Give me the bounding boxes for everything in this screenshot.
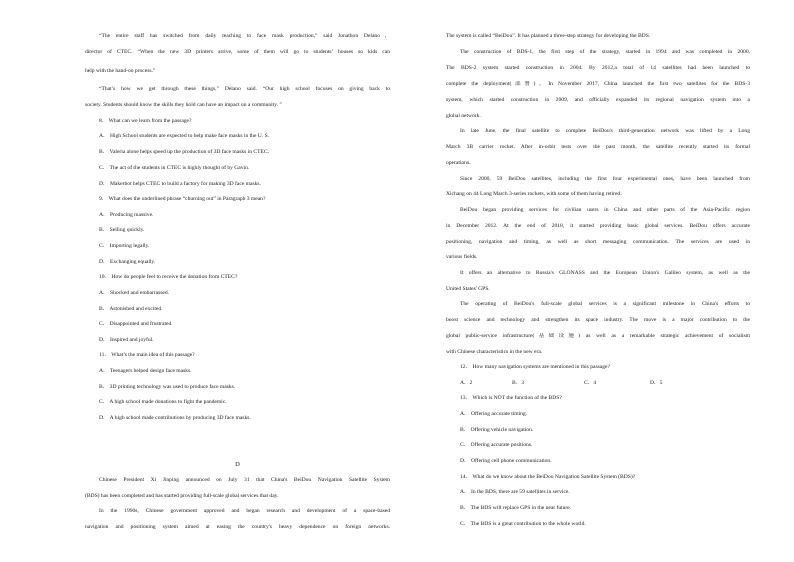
question-8-option-b: B． Valeria alone helps speed up the production of 3D face masks in CTEC．: [99, 149, 274, 155]
question-14-option-a: A． In the BDS, there are 59 satellites in service.: [460, 489, 570, 495]
question-11-option-d: D． A high school made contributions by producing 3D face masks.: [99, 415, 251, 421]
question-9-option-c: C． Importing legally.: [99, 243, 150, 249]
question-10-option-a: A． Shocked and embarrassed.: [99, 290, 169, 296]
question-10-option-c: C． Disappointed and frustrated.: [99, 321, 173, 327]
passage-line: boost science and technology and strengthen its space industry. The move is a major contribution to the: [446, 317, 750, 323]
passage-line: In the 1990s, Chinese government approved and began research and development of a space-based: [99, 508, 390, 514]
passage-line: operations.: [446, 160, 471, 166]
passage-line: In late June, the final satellite to complete BeiDou's third-generation network was lifted by a Long: [460, 128, 750, 134]
passage-line: global network.: [446, 113, 481, 119]
question-9-option-a: A． Producing massive.: [99, 212, 154, 218]
passage-line: “That’s how we get through these things,” Delano said. “Our high school focuses on giving back to: [99, 86, 390, 92]
passage-line: The construction of BDS-1, the first step of the strategy, started in 1994 and was completed in 2000.: [460, 49, 750, 55]
question-14-option-c: C． The BDS is a great contribution to the whole world.: [460, 521, 586, 527]
passage-line: The system is called “BeiDou”. It has planned a three-step strategy for developing the BDS.: [446, 33, 651, 39]
question-9-option-b: B． Selling quickly.: [99, 227, 145, 233]
passage-line: director of CTEC. “When the new 3D printers arrive, some of them will go to students’ houses so kids can: [85, 49, 390, 55]
question-13-stem: 13． Which is NOT the function of the BDS?: [460, 395, 562, 401]
passage-line: various fields.: [446, 254, 478, 260]
question-11-option-c: C． A high school made donations to fight the pandemic.: [99, 399, 227, 405]
passage-line: It offers an alternative to Russia's GLONASS and the European Union's Galileo system, as well as the: [460, 270, 750, 276]
passage-line: complete the deployment(部署)。In November 2017, China launched the first two satellites for the BDS-3: [446, 81, 750, 87]
passage-line: March 3B carrier rocket. After in-orbit tests over the past month, the satellite recently started its formal: [446, 144, 750, 150]
question-10-option-d: D． Inspired and joyful.: [99, 337, 154, 343]
passage-line: system, which started construction in 2009, and officially expanded its regional navigation system into a: [446, 97, 750, 103]
question-11-stem: 11． What’s the main idea of this passage?: [99, 352, 195, 358]
passage-line: Since 2000, 59 BeiDou satellites, including the first four experimental ones, have been launched from: [460, 176, 750, 182]
question-9-stem: 9． What does the underlined phrase “churning out” in Paragraph 3 mean?: [99, 196, 266, 202]
passage-line: BeiDou began providing services for civilian users in China and other parts of the Asia-Pacific region: [460, 207, 750, 213]
question-14-option-b: B． The BDS will replace GPS in the near future.: [460, 505, 572, 511]
question-11-option-a: A． Teenagers helped design face masks.: [99, 368, 192, 374]
question-11-option-b: B． 3D printing technology was used to produce face masks.: [99, 384, 236, 390]
question-12-option-d: D．5: [650, 380, 663, 386]
question-9-option-d: D． Exchanging equally.: [99, 259, 156, 265]
passage-line: navigation and positioning system aimed at easing the country's heavy dependence on foreign networks.: [85, 524, 390, 530]
passage-line: The operating of BeiDou's full-scale global services is a significant milestone in China's efforts to: [460, 301, 750, 307]
question-12-option-b: B．3: [512, 380, 525, 386]
question-8-option-c: C． The act of the students in CTEC is highly thought of by Gavin.: [99, 165, 250, 171]
question-12-option-a: A．2: [460, 380, 473, 386]
passage-line: society. Students should know the skills they hold can have an impact on a community. ”: [85, 102, 282, 108]
passage-line: Chinese President Xi Jinping announced on July 31 that China's BeiDou Navigation Satellite System: [99, 477, 390, 483]
question-13-option-b: B． Offering vehicle navigation.: [460, 427, 534, 433]
passage-line: The BDS-2 system started construction in 2004. By 2012,a total of 14 satellites had been launched to: [446, 65, 750, 71]
question-8-option-a: A． High School students are expected to help make face masks in the U. S.: [99, 133, 270, 139]
passage-line: in December 2012. At the end of 2018, it started providing basic global services. BeiDou offers accurate: [446, 223, 750, 229]
question-12-option-c: C．4: [584, 380, 597, 386]
question-13-option-c: C． Offering accurate positions.: [460, 442, 533, 448]
question-12-stem: 12． How many navigation systems are mentioned in this passage?: [460, 364, 610, 370]
passage-line: Xichang on 44 Long March 3-series rockets, with some of them having retired.: [446, 191, 622, 197]
question-8-stem: 8． What can we learn from the passage?: [99, 118, 192, 124]
question-10-option-b: B． Astonished and excited.: [99, 306, 163, 312]
passage-line: with Chinese characteristics in the new era.: [446, 349, 543, 355]
passage-line: global public-service infrastructure(基础设施) as well as a remarkable strategic achievement of socialism: [446, 333, 750, 339]
passage-line: “The entire staff has switched from daily teaching to face mask production,” said Jonathon Delano，: [99, 33, 390, 39]
section-heading: D: [235, 461, 240, 468]
passage-line: help with the hand-on process.”: [85, 68, 156, 74]
question-13-option-a: A． Offering accurate timing.: [460, 411, 528, 417]
question-10-stem: 10． How do people feel to receive the donation from CTEC?: [99, 274, 238, 280]
question-8-option-d: D． Makerbot helps CTEC to build a factory for making 3D face masks.: [99, 181, 261, 187]
question-14-stem: 14． What do we know about the BeiDou Navigation Satellite System (BDS)?: [460, 474, 636, 480]
passage-line: United States' GPS.: [446, 286, 490, 292]
question-13-option-d: D． Offering cell phone communication.: [460, 458, 552, 464]
passage-line: (BDS) has been completed and has started providing full-scale global services that day.: [85, 493, 279, 499]
passage-line: positioning, navigation and timing, as well as short messaging communication. The services are used in: [446, 239, 750, 245]
